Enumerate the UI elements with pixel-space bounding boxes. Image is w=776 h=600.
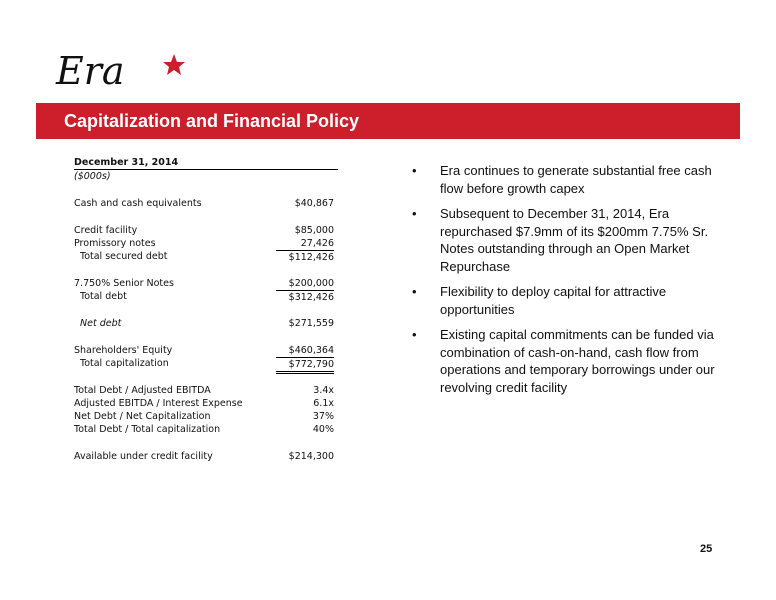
row-label: Total Debt / Total capitalization [74,424,221,435]
row-label: Net debt [80,318,122,329]
row-label: Total Debt / Adjusted EBITDA [74,385,211,396]
table-row [74,317,338,330]
table-row [74,170,338,183]
table-header-row [74,156,338,170]
era-logo [52,46,192,92]
table-row [74,197,338,210]
row-value: $40,867 [294,198,334,209]
row-value: $214,300 [288,451,334,462]
row-value: $460,364 [288,345,334,356]
row-label: Adjusted EBITDA / Interest Expense [74,398,243,409]
table-row [74,423,338,436]
row-value: $112,426 [276,250,334,264]
row-label: Credit facility [74,225,138,236]
row-value: 6.1x [313,398,334,409]
list-item [412,162,722,197]
bullet-text: Flexibility to deploy capital for attractive opportunities [440,284,667,317]
row-label: 7.750% Senior Notes [74,278,174,289]
table-header-date: December 31, 2014 [74,157,179,168]
page-title: Capitalization and Financial Policy [64,111,360,131]
bullet-icon: • [412,327,417,342]
row-label: Net Debt / Net Capitalization [74,411,211,422]
row-value: 27,426 [300,238,334,249]
table-row [74,277,338,290]
row-value: 3.4x [313,385,334,396]
bullet-text: Existing capital commitments can be funded via combination of cash-on-hand, cash flow from operations and temporary borrowings under our revolving credit facility [440,327,715,395]
table-row [74,250,338,263]
row-label: Shareholders' Equity [74,345,173,356]
row-label: Available under credit facility [74,451,213,462]
table-row [74,410,338,423]
table-row [74,224,338,237]
table-row [74,290,338,303]
row-value: $271,559 [288,318,334,329]
bullet-icon: • [412,284,417,299]
row-label: Total debt [80,291,127,302]
page-number: 25 [700,543,713,555]
row-label: Cash and cash equivalents [74,198,202,209]
capitalization-table [74,156,338,463]
bullet-icon: • [412,163,417,178]
list-item [412,283,722,318]
table-row [74,384,338,397]
row-value: $200,000 [288,278,334,289]
table-row [74,397,338,410]
table-row [74,237,338,250]
row-value: $772,790 [276,357,334,374]
row-value: $312,426 [276,290,334,304]
bullet-list [412,162,722,404]
row-value: $85,000 [294,225,334,236]
era-logo-wordmark: Era [56,49,125,92]
row-label: Total capitalization [80,358,169,369]
table-row [74,357,338,370]
bullet-icon: • [412,206,417,221]
row-label: Total secured debt [80,251,168,262]
bullet-text: Era continues to generate substantial free cash flow before growth capex [440,163,712,196]
row-label: Promissory notes [74,238,156,249]
bullet-text: Subsequent to December 31, 2014, Era repurchased $7.9mm of its $200mm 7.75% Sr. Notes outstanding through an Open Market Repurchase [440,206,709,274]
table-row [74,450,338,463]
list-item [412,205,722,275]
row-value: 37% [312,411,334,422]
table-row [74,344,338,357]
row-value: 40% [312,424,334,435]
star-icon [163,54,185,75]
list-item [412,326,722,396]
table-header-units: ($000s) [74,171,111,182]
title-bar [36,103,740,139]
